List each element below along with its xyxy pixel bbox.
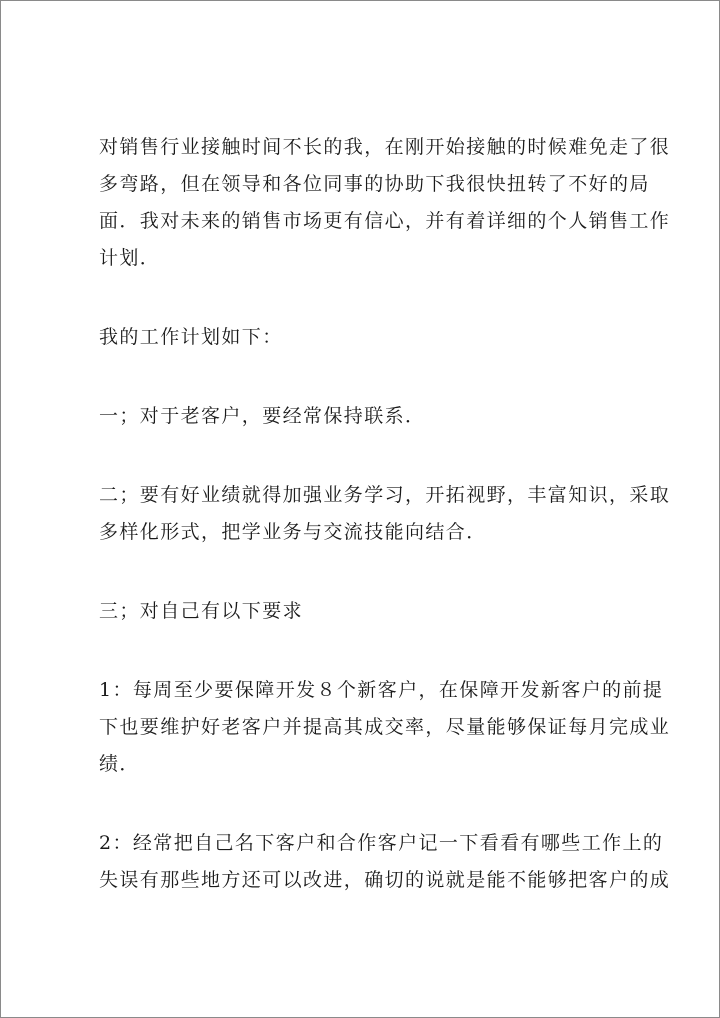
text-line: 面．我对未来的销售市场更有信心，并有着详细的个人销售工作 [99,210,671,232]
text-line: 计划． [99,247,161,269]
paragraph-plan-heading [99,319,647,356]
text-line: 绩． [99,753,140,775]
text-line: 我的工作计划如下： [99,326,283,348]
text-line: 2：经常把自己名下客户和合作客户记一下看看有哪些工作上的 [99,832,664,854]
text-line: 失误有那些地方还可以改进，确切的说就是能不能够把客户的成 [99,869,671,891]
paragraph-requirement-two [99,825,671,899]
text-line: 二；要有好业绩就得加强业务学习，开拓视野，丰富知识，采取 [99,484,671,506]
text-line: 多样化形式，把学业务与交流技能向结合． [99,521,487,543]
paragraph-requirement-one [99,672,671,783]
paragraph-intro [99,129,671,277]
paragraph-item-one [99,398,647,435]
paragraph-item-three [99,593,647,630]
paragraph-item-two [99,477,671,551]
text-line: 1：每周至少要保障开发８个新客户，在保障开发新客户的前提 [99,679,664,701]
text-line: 多弯路，但在领导和各位同事的协助下我很快扭转了不好的局 [99,173,650,195]
text-line: 下也要维护好老客户并提高其成交率，尽量能够保证每月完成业 [99,716,671,738]
text-line: 三；对自己有以下要求 [99,600,304,622]
text-line: 对销售行业接触时间不长的我，在刚开始接触的时候难免走了很 [99,136,671,158]
text-line: 一；对于老客户，要经常保持联系． [99,405,426,427]
document-body [99,129,671,941]
